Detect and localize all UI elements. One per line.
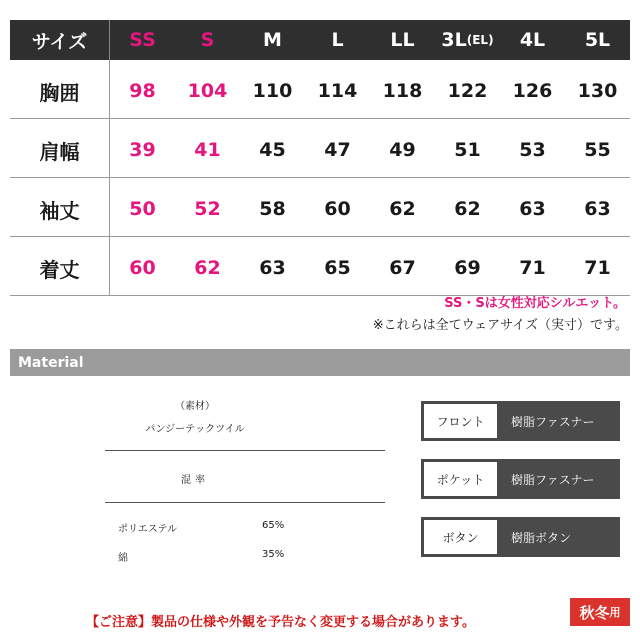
size-measurement-note: ※これらは全てウェアサイズ（実寸）です。	[372, 318, 628, 333]
material-section-title: Material	[10, 349, 630, 376]
mix-ratio-title: 混率	[181, 475, 209, 486]
table-cell: 55	[584, 139, 611, 161]
table-cell: 58	[259, 198, 286, 220]
fabric-value: パンジーテックツイル	[145, 424, 245, 435]
size-header-5l: 5L	[584, 29, 611, 51]
table-cell: 71	[584, 257, 611, 279]
size-header-ss: SS	[129, 29, 156, 51]
table-cell: 62	[389, 198, 416, 220]
spec-button	[421, 517, 620, 557]
size-table	[10, 20, 630, 296]
size-header-3l-note: (EL)	[466, 33, 494, 47]
spec-front-value: 樹脂ファスナー	[511, 414, 595, 429]
spec-button-label: ボタン	[424, 520, 497, 554]
table-cell: 130	[577, 80, 618, 102]
spec-front-label: フロント	[424, 404, 497, 438]
spec-pocket	[421, 459, 620, 499]
caution-note: 【ご注意】製品の仕様や外観を予告なく変更する場合があります。	[86, 615, 475, 630]
spec-pocket-label: ポケット	[424, 462, 497, 496]
size-header-4l: 4L	[519, 29, 546, 51]
composition-percent: 65%	[262, 520, 285, 531]
table-cell: 71	[519, 257, 546, 279]
table-cell: 41	[194, 139, 221, 161]
size-table-header	[10, 20, 630, 60]
table-cell: 126	[512, 80, 553, 102]
composition-name: ポリエステル	[118, 524, 178, 535]
table-cell: 60	[324, 198, 351, 220]
size-header-s: S	[200, 29, 215, 51]
table-cell: 63	[259, 257, 286, 279]
composition-name: 綿	[118, 553, 128, 564]
table-row	[10, 60, 630, 119]
size-header-ll: LL	[390, 29, 415, 51]
season-badge-suffix: 用	[609, 606, 621, 619]
size-header-l: L	[331, 29, 344, 51]
table-cell: 62	[454, 198, 481, 220]
table-cell: 67	[389, 257, 416, 279]
table-row	[10, 237, 630, 296]
fabric-label: （素材）	[175, 401, 215, 412]
table-cell: 49	[389, 139, 416, 161]
table-row	[10, 119, 630, 178]
table-cell: 63	[584, 198, 611, 220]
row-label-length: 着丈	[10, 237, 110, 295]
divider	[105, 450, 385, 451]
spec-pocket-value: 樹脂ファスナー	[511, 472, 595, 487]
table-cell: 118	[382, 80, 423, 102]
table-cell: 60	[129, 257, 156, 279]
season-badge-main: 秋冬	[579, 603, 610, 622]
table-cell: 98	[129, 80, 156, 102]
size-header-3l: 3L (EL)	[441, 29, 494, 51]
season-badge	[570, 598, 630, 626]
table-cell: 52	[194, 198, 221, 220]
row-label-chest: 胸囲	[10, 60, 110, 118]
row-label-shoulder: 肩幅	[10, 119, 110, 177]
table-cell: 53	[519, 139, 546, 161]
table-cell: 104	[187, 80, 228, 102]
table-cell: 122	[447, 80, 488, 102]
table-cell: 45	[259, 139, 286, 161]
table-cell: 114	[317, 80, 358, 102]
table-cell: 50	[129, 198, 156, 220]
composition-percent: 35%	[262, 549, 285, 560]
table-row	[10, 178, 630, 237]
size-header-label: サイズ	[10, 20, 110, 60]
table-cell: 63	[519, 198, 546, 220]
spec-button-value: 樹脂ボタン	[511, 530, 572, 545]
table-cell: 110	[252, 80, 293, 102]
table-cell: 39	[129, 139, 156, 161]
spec-front	[421, 401, 620, 441]
row-label-sleeve: 袖丈	[10, 178, 110, 236]
women-silhouette-note: SS・Sは女性対応シルエット。	[444, 296, 626, 311]
table-cell: 47	[324, 139, 351, 161]
table-cell: 65	[324, 257, 351, 279]
table-cell: 51	[454, 139, 481, 161]
size-header-m: M	[263, 29, 282, 51]
table-cell: 69	[454, 257, 481, 279]
divider	[105, 502, 385, 503]
table-cell: 62	[194, 257, 221, 279]
